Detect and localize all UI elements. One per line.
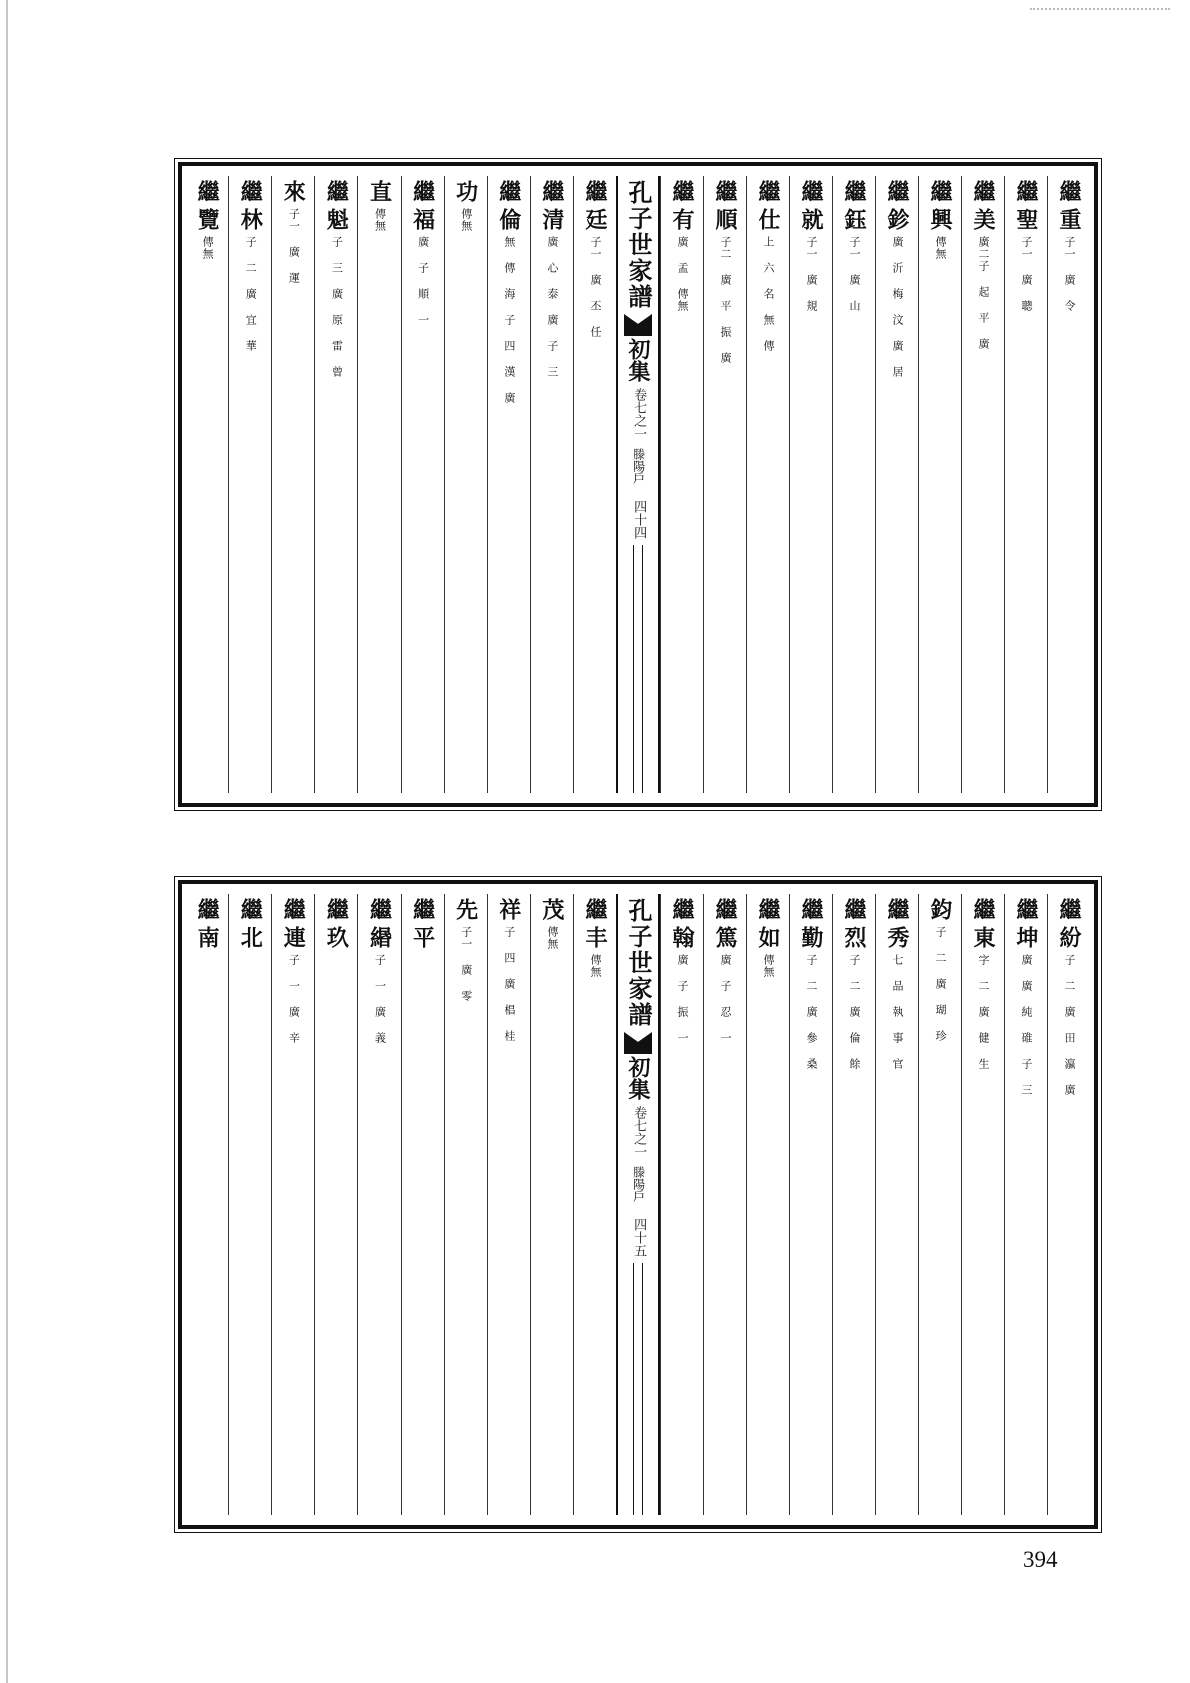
column-note-text: 子一 廣 丕 任	[589, 236, 602, 338]
column-name-text: 繼有	[669, 180, 695, 236]
text-column	[832, 176, 875, 793]
centre-rule	[633, 1263, 643, 1515]
column-name-text: 繼坤	[1013, 898, 1039, 954]
text-column	[228, 176, 271, 793]
column-name-text: 繼林	[237, 180, 264, 236]
text-column	[573, 894, 616, 1515]
column-name-text: 繼翰	[669, 898, 695, 954]
centre-title: 孔子世家譜	[624, 180, 653, 310]
right-half	[660, 176, 1090, 793]
left-half	[186, 894, 616, 1515]
column-name-text: 繼興	[927, 180, 953, 236]
fishtail-mark	[624, 1032, 652, 1054]
centre-volume: 卷七之一	[631, 388, 647, 440]
column-name-text: 繼勤	[798, 898, 824, 954]
column-name-text: 繼鈺	[841, 180, 867, 236]
top-rule	[1030, 8, 1170, 12]
column-note-text: 廣 孟 傳無	[676, 236, 690, 312]
column-note-text: 傳無	[934, 236, 948, 260]
column-note-text: 廣 子 忍 一	[719, 954, 733, 1044]
text-column	[573, 176, 616, 793]
text-column	[832, 894, 875, 1515]
centre-rule	[633, 545, 643, 793]
column-name-text: 功	[452, 180, 479, 208]
centre-fold-column	[616, 176, 660, 793]
column-note-text: 子一 廣 規	[805, 236, 819, 312]
column-name-text: 先	[452, 898, 479, 926]
text-column	[875, 176, 918, 793]
column-name-text: 繼倫	[495, 180, 522, 236]
text-column	[314, 176, 357, 793]
column-name-text: 茂	[538, 898, 565, 926]
column-name-text: 繼覽	[194, 180, 221, 236]
centre-page-number: 四十四	[631, 500, 647, 539]
column-name-text: 繼紛	[1056, 898, 1082, 954]
column-name-text: 直	[366, 180, 393, 208]
text-column	[530, 176, 573, 793]
column-name-text: 繼美	[970, 180, 996, 236]
text-column	[918, 894, 961, 1515]
column-name-text: 繼就	[798, 180, 824, 236]
column-note-text: 子二 廣 平 振 廣	[719, 236, 733, 364]
column-name-text: 繼清	[538, 180, 565, 236]
right-half	[660, 894, 1090, 1515]
column-note-text: 廣 子 振 一	[676, 954, 690, 1044]
column-name-text: 繼玖	[323, 898, 350, 954]
text-column	[961, 176, 1004, 793]
column-name-text: 繼東	[970, 898, 996, 954]
text-column	[703, 894, 746, 1515]
column-note-text: 傳無	[545, 926, 559, 950]
centre-place: 滕陽戶	[631, 448, 646, 484]
column-name-text: 繼平	[409, 898, 436, 954]
column-name-text: 繼鉁	[884, 180, 910, 236]
column-note-text: 廣 子 順 一	[416, 236, 430, 326]
column-note-text: 廣 心 泰 廣 子 三	[545, 236, 559, 378]
fishtail-mark	[624, 314, 652, 336]
column-note-text: 子 二 廣 瑚 珍	[934, 926, 948, 1042]
centre-volume: 卷七之一	[631, 1106, 647, 1158]
text-column	[789, 176, 832, 793]
column-name-text: 繼廷	[581, 180, 608, 236]
centre-fold-column	[616, 894, 660, 1515]
column-note-text: 子一 廣 零	[459, 926, 473, 1002]
text-column	[186, 176, 228, 793]
text-column	[660, 894, 703, 1515]
column-name-text: 繼北	[237, 898, 264, 954]
text-column	[271, 894, 314, 1515]
column-note-text: 廣 廣 純 碓 子 三	[1020, 954, 1034, 1096]
text-column	[487, 894, 530, 1515]
left-half	[186, 176, 616, 793]
column-name-text: 鈞	[927, 898, 953, 926]
text-column	[401, 894, 444, 1515]
text-column	[918, 176, 961, 793]
text-column	[444, 176, 487, 793]
text-column	[746, 176, 789, 793]
bottom-leaf	[178, 880, 1098, 1529]
text-column	[660, 176, 703, 793]
page-number: 394	[1023, 1547, 1058, 1572]
column-note-text: 傳無	[373, 208, 387, 232]
column-note-text: 子 二 廣 宜 華	[244, 236, 258, 352]
column-note-text: 傳無	[762, 954, 776, 978]
text-column	[487, 176, 530, 793]
column-name-text: 繼重	[1056, 180, 1082, 236]
centre-page-number: 四十五	[631, 1218, 647, 1257]
text-column	[746, 894, 789, 1515]
text-column	[875, 894, 918, 1515]
column-note-text: 廣 沂 梅 汶 廣 居	[891, 236, 905, 378]
text-column	[1004, 176, 1047, 793]
text-column	[961, 894, 1004, 1515]
column-note-text: 子一 廣 令	[1063, 236, 1077, 312]
column-note-text: 無 傳 海 子 四 漢 廣	[502, 236, 516, 404]
centre-place: 滕陽戶	[631, 1166, 646, 1202]
top-leaf	[178, 162, 1098, 807]
column-note-text: 傳無	[201, 236, 215, 260]
column-name-text: 繼順	[712, 180, 738, 236]
column-note-text: 子 二 廣 倫 餘	[848, 954, 862, 1070]
column-name-text: 繼烈	[841, 898, 867, 954]
column-note-text: 子 四 廣 椙 桂	[502, 926, 516, 1042]
column-note-text: 子一 廣 聰	[1020, 236, 1034, 312]
column-note-text: 傳無	[589, 954, 602, 978]
column-name-text: 繼篤	[712, 898, 738, 954]
text-column	[228, 894, 271, 1515]
column-name-text: 來	[280, 180, 307, 208]
text-column	[186, 894, 228, 1515]
text-column	[1004, 894, 1047, 1515]
column-note-text: 廣二子 起 平 廣	[977, 236, 991, 350]
text-column	[530, 894, 573, 1515]
column-note-text: 子 一 廣 辛	[287, 954, 301, 1044]
text-column	[314, 894, 357, 1515]
centre-book: 初集	[625, 338, 651, 382]
text-column	[357, 176, 400, 793]
column-name-text: 祥	[495, 898, 522, 926]
column-name-text: 繼連	[280, 898, 307, 954]
column-name-text: 繼仕	[755, 180, 781, 236]
text-column	[357, 894, 400, 1515]
text-column	[444, 894, 487, 1515]
column-note-text: 子一 廣 山	[848, 236, 862, 312]
text-column	[1047, 176, 1090, 793]
page-edge-line	[6, 0, 8, 1683]
column-note-text: 子 三 廣 原 雷 曾	[330, 236, 344, 378]
column-name-text: 繼南	[194, 898, 221, 954]
text-column	[271, 176, 314, 793]
column-note-text: 傳無	[459, 208, 473, 232]
centre-book: 初集	[625, 1056, 651, 1100]
text-column	[703, 176, 746, 793]
column-note-text: 子 二 廣 田 瀛 廣	[1063, 954, 1077, 1096]
column-name-text: 繼如	[755, 898, 781, 954]
column-name-text: 繼緡	[366, 898, 393, 954]
column-name-text: 繼魁	[323, 180, 350, 236]
column-note-text: 七 品 執 事 官	[891, 954, 905, 1070]
text-column	[1047, 894, 1090, 1515]
column-note-text: 子 一 廣 義	[373, 954, 387, 1044]
centre-title: 孔子世家譜	[624, 898, 653, 1028]
column-note-text: 上 六 名 無 傳	[762, 236, 776, 352]
column-note-text: 子一 廣 運	[287, 208, 301, 284]
column-note-text: 子 二 廣 參 桑	[805, 954, 819, 1070]
column-name-text: 繼秀	[884, 898, 910, 954]
text-column	[401, 176, 444, 793]
column-name-text: 繼丰	[581, 898, 608, 954]
text-column	[789, 894, 832, 1515]
column-name-text: 繼聖	[1013, 180, 1039, 236]
column-name-text: 繼福	[409, 180, 436, 236]
column-note-text: 字 二 廣 健 生	[977, 954, 991, 1070]
